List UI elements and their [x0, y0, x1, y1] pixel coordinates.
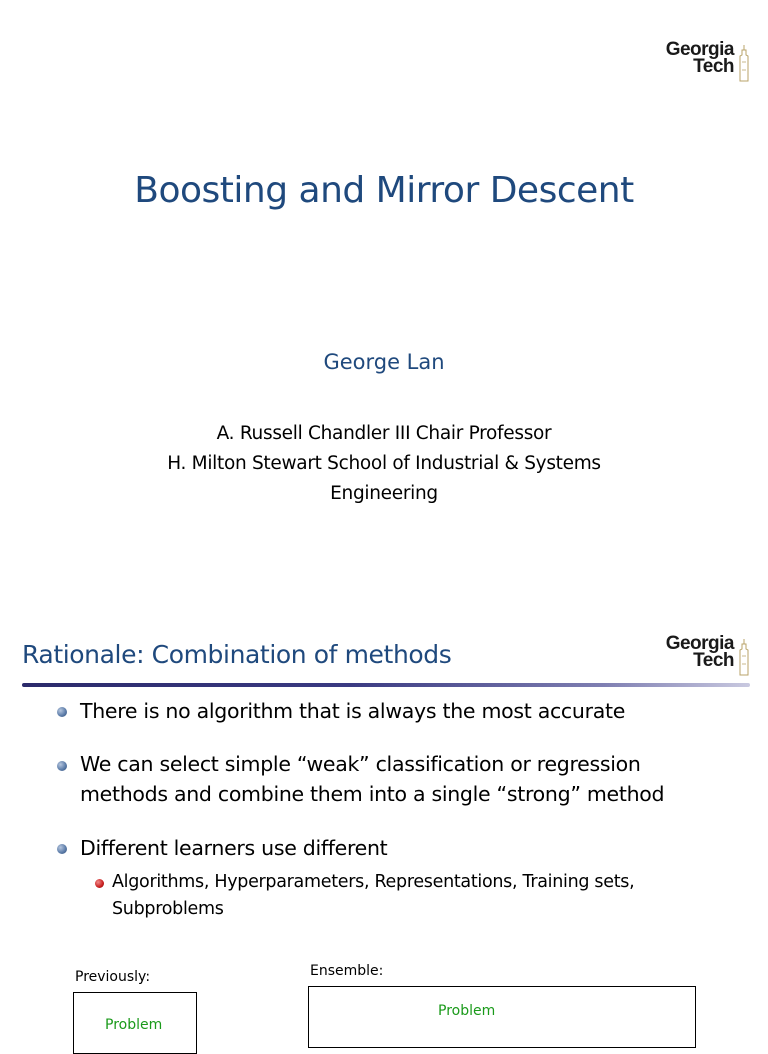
affiliation-line-1: A. Russell Chandler III Chair Professor [216, 423, 552, 444]
previously-label: Previously: [75, 969, 151, 985]
bullet-2 [80, 749, 730, 809]
presentation-title: Boosting and Mirror Descent [134, 170, 634, 211]
content-slide [0, 590, 768, 1033]
subbullet-dot-icon [95, 879, 104, 888]
subbullet-1-line-1: Algorithms, Hyperparameters, Representations, Training sets, [112, 872, 635, 892]
ensemble-box [308, 986, 696, 1048]
tower-icon [738, 638, 750, 676]
bullet-2-line-1: We can select simple “weak” classification or regression [80, 752, 641, 776]
subbullet-1-line-2: Subproblems [112, 899, 224, 919]
logo-line-georgia: Georgia [665, 633, 734, 654]
tower-icon [738, 44, 750, 82]
ensemble-box-text: Problem [438, 1003, 496, 1019]
affiliation-line-3: Engineering [330, 483, 438, 504]
bullet-1 [80, 696, 730, 726]
bullet-dot-icon [57, 761, 67, 771]
author-name: George Lan [323, 350, 445, 374]
slide-title: Rationale: Combination of methods [22, 640, 452, 669]
bullet-dot-icon [57, 707, 67, 717]
previously-box-text: Problem [105, 1017, 163, 1033]
georgia-tech-logo [646, 40, 750, 84]
logo-line-tech: Tech [693, 650, 734, 671]
previously-box [73, 992, 197, 1054]
subbullet-1 [112, 869, 732, 923]
ensemble-label: Ensemble: [310, 963, 384, 979]
bullet-2-line-2: methods and combine them into a single “strong” method [80, 782, 665, 806]
bullet-dot-icon [57, 844, 67, 854]
logo-line-tech: Tech [693, 56, 734, 77]
bullet-1-line-1: There is no algorithm that is always the most accurate [80, 699, 626, 723]
affiliation-line-2: H. Milton Stewart School of Industrial & Systems [167, 453, 601, 474]
logo-line-georgia: Georgia [665, 39, 734, 60]
title-underline [22, 683, 750, 687]
bullet-3 [80, 833, 730, 863]
georgia-tech-logo [646, 634, 750, 678]
bullet-3-line-1: Different learners use different [80, 836, 388, 860]
